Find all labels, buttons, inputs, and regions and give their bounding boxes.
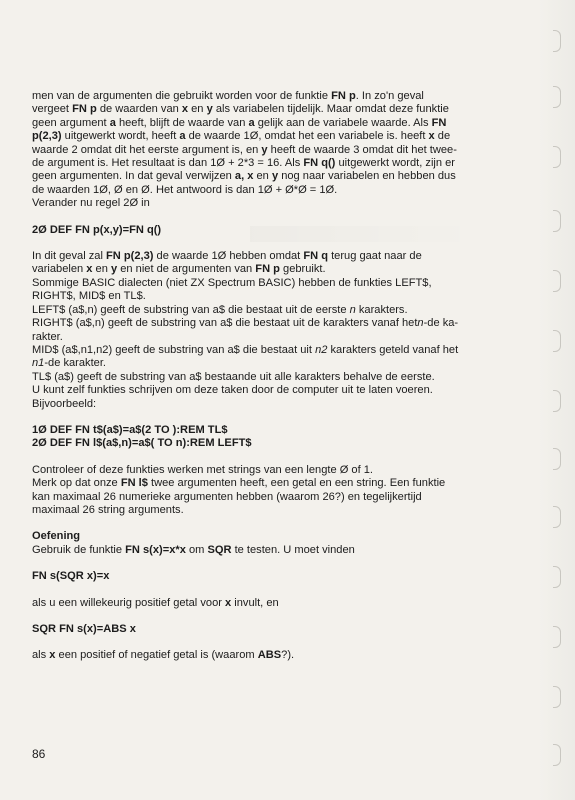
code-expression-sqr: FN s(SQR x)=x xyxy=(32,570,110,583)
code-line: 1Ø DEF FN t$(a$)=a$(2 TO ):REM TL$ xyxy=(32,423,228,436)
binding-hole xyxy=(553,210,561,232)
binding-hole xyxy=(553,506,561,528)
text-line: men van de argumenten die gebruikt worden voor de funktie FN p. In zo'n geval xyxy=(32,90,424,102)
text-line: Sommige BASIC dialecten (niet ZX Spectrum BASIC) hebben de funkties LEFT$, xyxy=(32,276,432,289)
binding-hole xyxy=(553,30,561,52)
binding-hole xyxy=(553,86,561,108)
text-line: kan maximaal 26 numerieke argumenten hebben (waarom 26?) en tegelijkertijd xyxy=(32,490,422,503)
binding-hole xyxy=(553,448,561,470)
binding-hole xyxy=(553,626,561,648)
text-line: RIGHT$ (a$,n) geeft de substring van a$ die bestaat uit de karakters vanaf hetn-de ka- xyxy=(32,317,459,330)
code-block-functions xyxy=(32,424,490,451)
text-line: Verander nu regel 2Ø in xyxy=(32,197,150,210)
text-line: de waarden 1Ø, Ø en Ø. Het antwoord is dan 1Ø + Ø*Ø = 1Ø. xyxy=(32,183,338,196)
text-line: U kunt zelf funkties schrijven om deze taken door de computer uit te laten voeren. xyxy=(32,384,433,397)
text-line: n1-de karakter. xyxy=(32,357,107,370)
text-line: maximaal 26 string arguments. xyxy=(32,503,184,516)
text-line: LEFT$ (a$,n) geeft de substring van a$ die bestaat uit de eerste n karakters. xyxy=(32,303,408,316)
paragraph-controleer xyxy=(32,464,490,518)
binding-hole xyxy=(553,146,561,168)
text-line: de argument is. Het resultaat is dan 1Ø + 2*3 = 16. Als FN q() uitgewerkt wordt, zijn er xyxy=(32,157,456,170)
paragraph-exercise-cont: als u een willekeurig positief getal voor x invult, en xyxy=(32,596,279,609)
text-line: MID$ (a$,n1,n2) geeft de substring van a$ die bestaat uit n2 karakters geteld vanaf het xyxy=(32,343,459,356)
text-line: vergeet FN p de waarden van x en y als variabelen tijdelijk. Maar omdat deze funktie xyxy=(32,103,449,116)
text-line: geen argumenten. In dat geval verwijzen a, x en y nog naar variabelen en hebben dus xyxy=(32,170,456,183)
text-line: waarde 2 omdat dit het eerste argument is, en y heeft de waarde 3 omdat dit het twee- xyxy=(32,143,457,156)
text-line: Controleer of deze funkties werken met strings van een lengte Ø of 1. xyxy=(32,463,374,476)
code-line: 2Ø DEF FN l$(a$,n)=a$( TO n):REM LEFT$ xyxy=(32,437,252,450)
binding-edge xyxy=(539,0,575,800)
code-line-20: 2Ø DEF FN p(x,y)=FN q() xyxy=(32,223,162,236)
text-line: In dit geval zal FN p(2,3) de waarde 1Ø hebben omdat FN q terug gaat naar de xyxy=(32,250,422,263)
text-line: Merk op dat onze FN l$ twee argumenten heeft, een getal en een string. Een funktie xyxy=(32,477,446,490)
binding-hole xyxy=(553,270,561,292)
text-line: rakter. xyxy=(32,330,63,343)
binding-hole xyxy=(553,330,561,352)
text-line: RIGHT$, MID$ en TL$. xyxy=(32,290,146,303)
paragraph-exercise: Gebruik de funktie FN s(x)=x*x om SQR te testen. U moet vinden xyxy=(32,543,355,556)
binding-hole xyxy=(553,566,561,588)
paragraph-intro xyxy=(32,90,490,211)
text-line: geen argument a heeft, blijft de waarde van a gelijk aan de variabele waarde. Als FN xyxy=(32,116,447,129)
section-heading: Oefening xyxy=(32,530,81,543)
text-line: Bijvoorbeeld: xyxy=(32,397,97,410)
paragraph-string-functions xyxy=(32,250,490,411)
paragraph-exercise-end: als x een positief of negatief getal is (waarom ABS?). xyxy=(32,649,295,662)
page-body xyxy=(32,90,490,663)
code-expression-abs: SQR FN s(x)=ABS x xyxy=(32,623,136,635)
text-line: variabelen x en y en niet de argumenten van FN p gebruikt. xyxy=(32,263,326,276)
binding-hole xyxy=(553,744,561,766)
binding-hole xyxy=(553,390,561,412)
text-line: TL$ (a$) geeft de substring van a$ bestaande uit alle karakters behalve de eerste. xyxy=(32,370,435,383)
text-line: p(2,3) uitgewerkt wordt, heeft a de waarde 1Ø, omdat het een variabele is. heeft x de xyxy=(32,130,451,143)
page-number: 86 xyxy=(32,747,46,761)
binding-hole xyxy=(553,686,561,708)
